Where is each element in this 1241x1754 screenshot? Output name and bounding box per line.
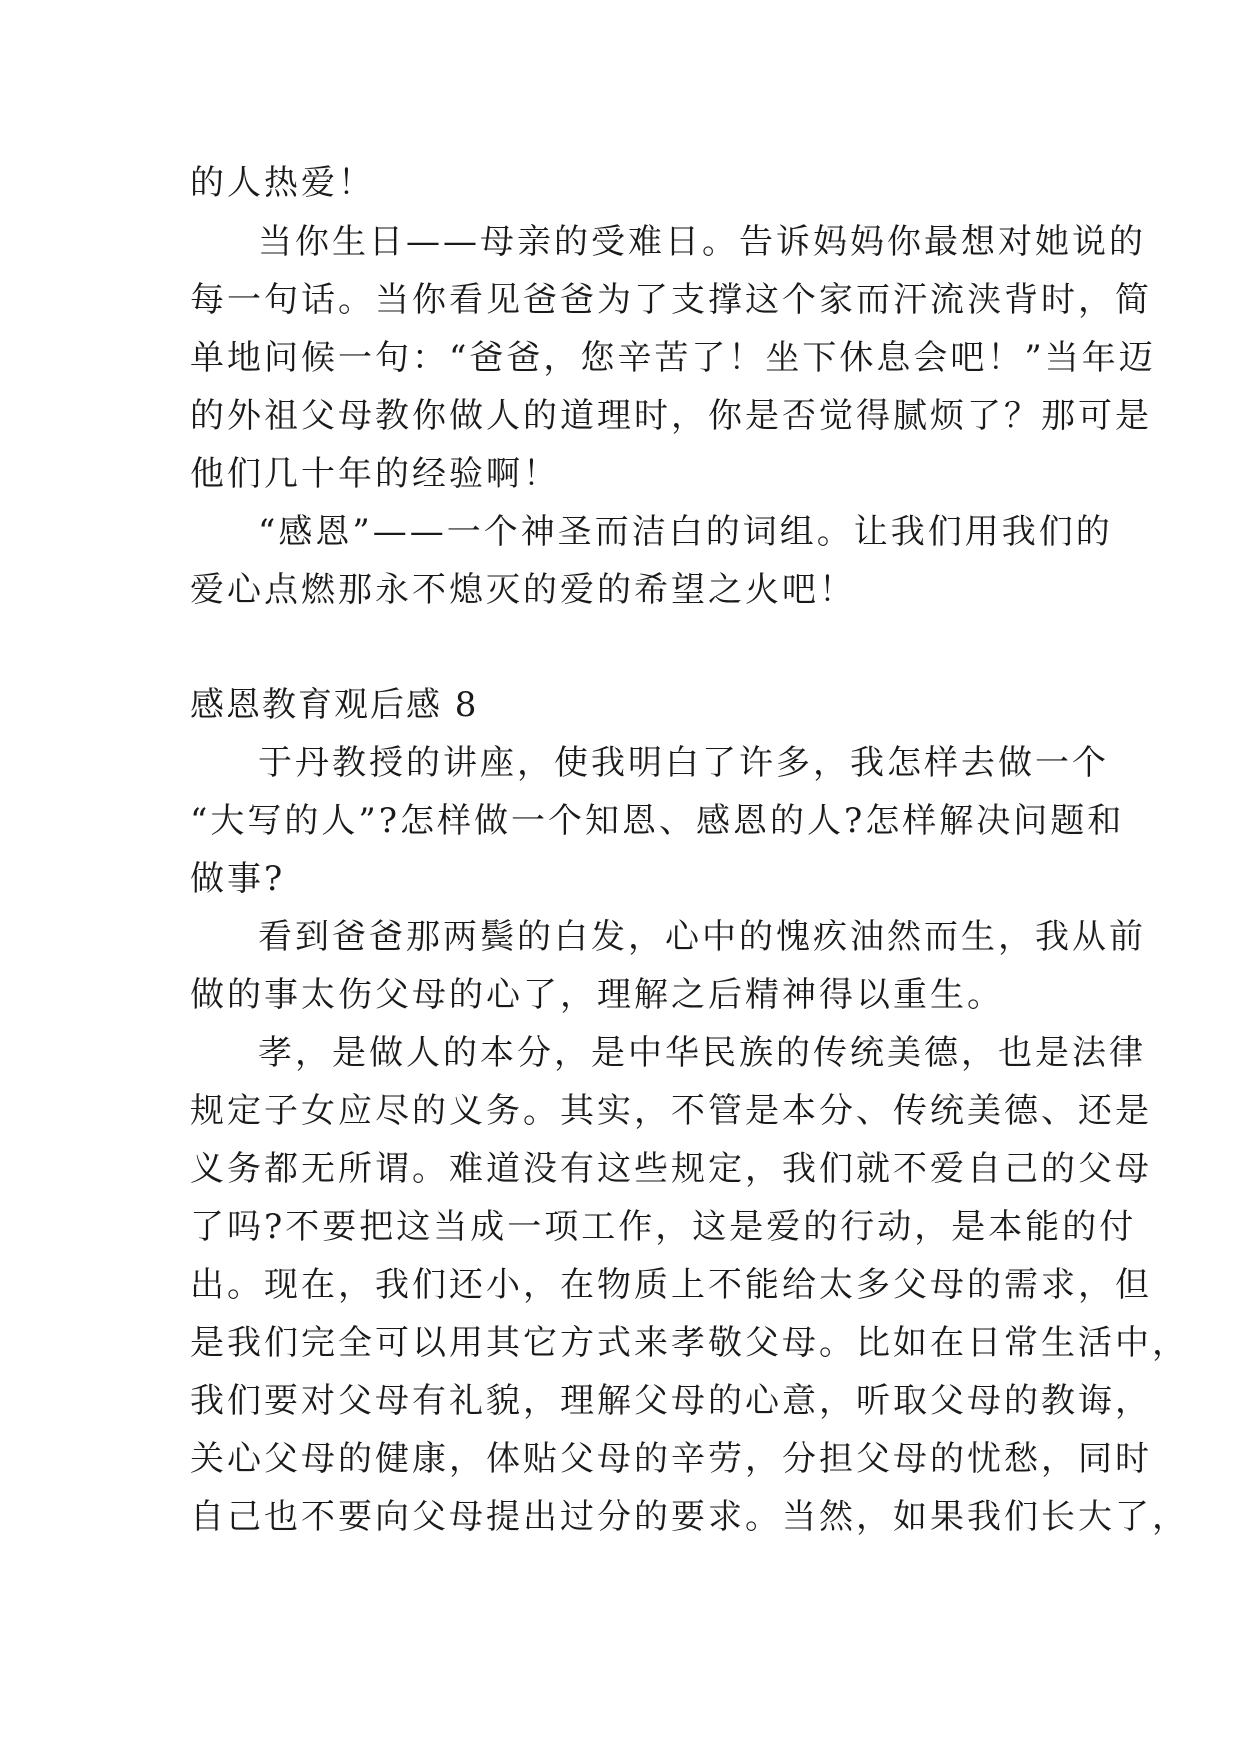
text-line: 出。现在，我们还小，在物质上不能给太多父母的需求，但 (190, 1265, 1152, 1305)
paragraph-first-line: 于丹教授的讲座，使我明白了许多，我怎样去做一个 (258, 743, 1109, 783)
paragraph-first-line: “感恩”——一个神圣而洁白的词组。让我们用我们的 (258, 512, 1113, 552)
paragraph-first-line: 孝，是做人的本分，是中华民族的传统美德，也是法律 (258, 1033, 1146, 1073)
text-line: 了吗?不要把这当成一项工作，这是爱的行动，是本能的付 (190, 1207, 1137, 1247)
text-line: 是我们完全可以用其它方式来孝敬父母。比如在日常生活中， (190, 1323, 1189, 1363)
paragraph-first-line: 看到爸爸那两鬓的白发，心中的愧疚油然而生，我从前 (258, 917, 1146, 957)
text-line: 关心父母的健康，体贴父母的辛劳，分担父母的忧愁，同时 (190, 1439, 1152, 1479)
text-line: 的人热爱！ (190, 163, 375, 203)
text-line: “大写的人”?怎样做一个知恩、感恩的人?怎样解决问题和 (190, 801, 1125, 841)
section-heading: 感恩教育观后感 8 (190, 685, 479, 725)
text-line: 他们几十年的经验啊！ (190, 454, 560, 494)
text-line: 做的事太伤父母的心了，理解之后精神得以重生。 (190, 975, 1004, 1015)
text-line: 做事? (190, 859, 286, 899)
text-line: 爱心点燃那永不熄灭的爱的希望之火吧！ (190, 570, 856, 610)
text-line: 义务都无所谓。难道没有这些规定，我们就不爱自己的父母 (190, 1149, 1152, 1189)
text-line: 每一句话。当你看见爸爸为了支撑这个家而汗流浃背时，简 (190, 280, 1152, 320)
text-line: 我们要对父母有礼貌，理解父母的心意，听取父母的教诲， (190, 1381, 1152, 1421)
text-line: 自己也不要向父母提出过分的要求。当然，如果我们长大了， (190, 1497, 1189, 1537)
text-line: 单地问候一句：“爸爸，您辛苦了！坐下休息会吧！”当年迈 (190, 338, 1156, 378)
paragraph-first-line: 当你生日——母亲的受难日。告诉妈妈你最想对她说的 (258, 222, 1146, 262)
text-line: 规定子女应尽的义务。其实，不管是本分、传统美德、还是 (190, 1091, 1152, 1131)
text-line: 的外祖父母教你做人的道理时，你是否觉得腻烦了？那可是 (190, 396, 1152, 436)
